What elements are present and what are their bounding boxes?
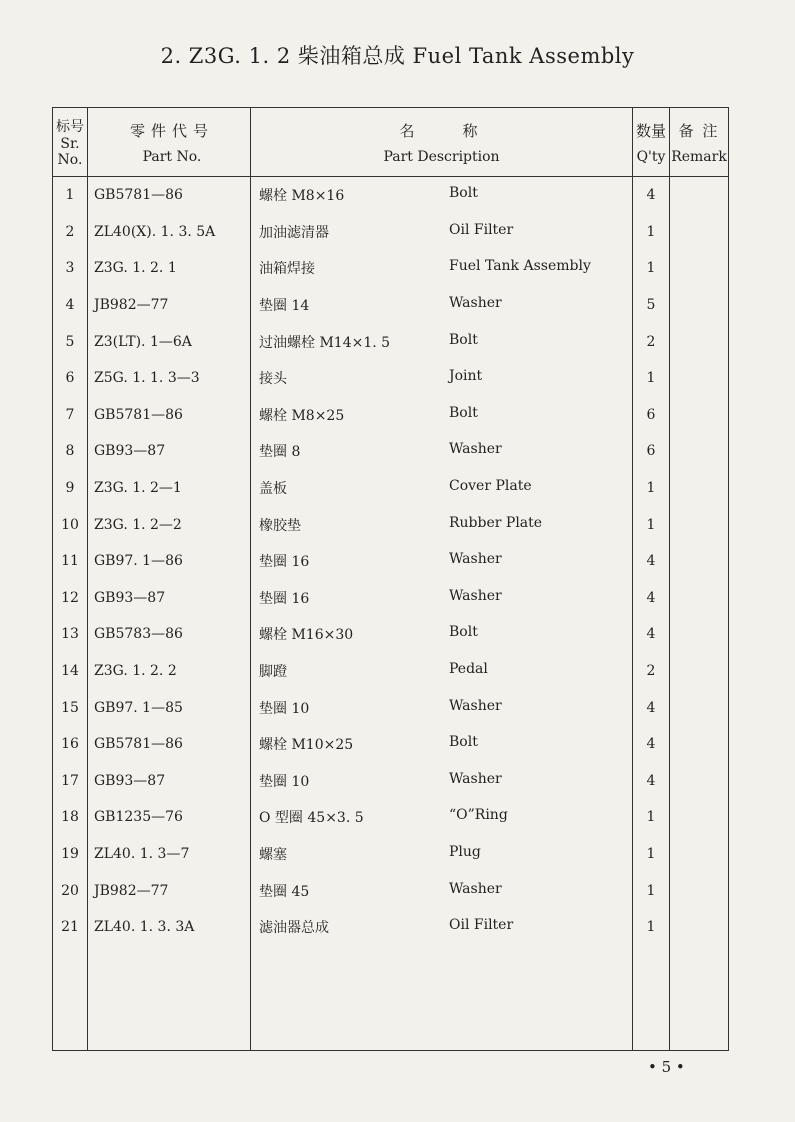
cell-description xyxy=(251,836,633,873)
cell-sr-no: 19 xyxy=(53,836,88,873)
cell-description-en: Washer xyxy=(449,770,502,787)
cell-sr-no: 6 xyxy=(53,360,88,397)
header-sr-no-en: Sr. No. xyxy=(57,136,83,168)
cell-description-en: Bolt xyxy=(449,185,478,202)
cell-description xyxy=(251,323,633,360)
cell-remark xyxy=(670,470,729,507)
cell-description xyxy=(251,872,633,909)
cell-part-no: Z3G. 1. 2. 1 xyxy=(88,250,251,287)
table-row xyxy=(53,397,729,434)
cell-part-no: Z5G. 1. 1. 3—3 xyxy=(88,360,251,397)
table-row xyxy=(53,506,729,543)
cell-description-cn: 螺栓 M8×25 xyxy=(259,407,345,424)
cell-part-no: GB5781—86 xyxy=(88,177,251,214)
cell-description xyxy=(251,543,633,580)
cell-sr-no: 16 xyxy=(53,726,88,763)
table-row xyxy=(53,836,729,873)
cell-description-cn: O 型圈 45×3. 5 xyxy=(259,810,364,827)
cell-sr-no: 21 xyxy=(53,909,88,946)
cell-description xyxy=(251,250,633,287)
cell-remark xyxy=(670,689,729,726)
cell-sr-no: 11 xyxy=(53,543,88,580)
cell-part-no: Z3G. 1. 2—2 xyxy=(88,506,251,543)
cell-part-no: GB5781—86 xyxy=(88,726,251,763)
cell-description-en: Washer xyxy=(449,551,502,568)
cell-qty: 4 xyxy=(633,543,670,580)
cell-qty: 4 xyxy=(633,616,670,653)
cell-qty: 2 xyxy=(633,323,670,360)
cell-description-cn: 垫圈 14 xyxy=(259,298,310,315)
cell-description-cn: 过油螺栓 M14×1. 5 xyxy=(259,334,391,351)
cell-description-cn: 螺栓 M16×30 xyxy=(259,627,354,644)
cell-description-en: Oil Filter xyxy=(449,917,514,934)
table-row xyxy=(53,177,729,214)
cell-description-en: Pedal xyxy=(449,661,488,678)
cell-remark xyxy=(670,909,729,946)
cell-description xyxy=(251,726,633,763)
cell-part-no: ZL40. 1. 3. 3A xyxy=(88,909,251,946)
cell-part-no: GB93—87 xyxy=(88,433,251,470)
cell-sr-no: 1 xyxy=(53,177,88,214)
table-row xyxy=(53,250,729,287)
cell-sr-no: 10 xyxy=(53,506,88,543)
table-header-row xyxy=(53,108,729,177)
cell-qty: 1 xyxy=(633,909,670,946)
table-body xyxy=(53,177,729,1051)
header-description-en: Part Description xyxy=(383,148,500,165)
cell-description-cn: 滤油器总成 xyxy=(259,920,329,937)
cell-qty: 6 xyxy=(633,397,670,434)
cell-description-en: Bolt xyxy=(449,404,478,421)
cell-sr-no: 5 xyxy=(53,323,88,360)
cell-part-no: GB97. 1—86 xyxy=(88,543,251,580)
cell-description-en: Bolt xyxy=(449,624,478,641)
cell-sr-no: 12 xyxy=(53,580,88,617)
cell-description-en: Washer xyxy=(449,295,502,312)
cell-part-no: Z3G. 1. 2. 2 xyxy=(88,653,251,690)
cell-description-en: Plug xyxy=(449,843,481,860)
cell-description xyxy=(251,214,633,251)
cell-description xyxy=(251,287,633,324)
table-row xyxy=(53,580,729,617)
cell-description-cn: 垫圈 10 xyxy=(259,773,310,790)
cell-sr-no: 3 xyxy=(53,250,88,287)
cell-description-en: Fuel Tank Assembly xyxy=(449,258,591,275)
header-remark-cn: 备 注 xyxy=(678,121,720,140)
cell-part-no: GB5781—86 xyxy=(88,397,251,434)
cell-description-cn: 接头 xyxy=(259,371,287,388)
cell-sr-no: 2 xyxy=(53,214,88,251)
page-title: 2. Z3G. 1. 2 柴油箱总成 Fuel Tank Assembly xyxy=(160,44,635,68)
table-row xyxy=(53,360,729,397)
cell-remark xyxy=(670,214,729,251)
cell-qty: 4 xyxy=(633,689,670,726)
table-row xyxy=(53,543,729,580)
table-row xyxy=(53,726,729,763)
cell-remark xyxy=(670,580,729,617)
cell-remark xyxy=(670,287,729,324)
cell-sr-no: 17 xyxy=(53,763,88,800)
header-sr-no xyxy=(53,108,88,177)
cell-remark xyxy=(670,543,729,580)
cell-description xyxy=(251,799,633,836)
cell-sr-no: 13 xyxy=(53,616,88,653)
header-qty-cn: 数量 xyxy=(635,121,666,140)
cell-description-cn: 垫圈 16 xyxy=(259,554,310,571)
cell-description xyxy=(251,616,633,653)
cell-description-en: Cover Plate xyxy=(449,478,532,495)
table-filler-row xyxy=(53,945,729,1051)
cell-description-cn: 脚蹬 xyxy=(259,664,287,681)
cell-description xyxy=(251,433,633,470)
cell-description xyxy=(251,689,633,726)
cell-description xyxy=(251,397,633,434)
table-row xyxy=(53,689,729,726)
cell-part-no: GB93—87 xyxy=(88,763,251,800)
cell-qty: 1 xyxy=(633,214,670,251)
cell-description-en: Bolt xyxy=(449,734,478,751)
table-row xyxy=(53,214,729,251)
header-description-cn: 名 称 xyxy=(399,121,484,140)
cell-sr-no: 8 xyxy=(53,433,88,470)
parts-table xyxy=(52,107,729,1051)
cell-description-en: Washer xyxy=(449,441,502,458)
cell-remark xyxy=(670,616,729,653)
cell-description xyxy=(251,580,633,617)
cell-description xyxy=(251,470,633,507)
header-remark-en: Remark xyxy=(671,148,727,165)
cell-description-en: “O”Ring xyxy=(449,807,508,824)
cell-part-no: Z3(LT). 1—6A xyxy=(88,323,251,360)
cell-sr-no: 18 xyxy=(53,799,88,836)
cell-remark xyxy=(670,177,729,214)
cell-qty: 1 xyxy=(633,872,670,909)
header-qty xyxy=(633,108,670,177)
cell-remark xyxy=(670,323,729,360)
cell-description-en: Oil Filter xyxy=(449,221,514,238)
cell-sr-no: 20 xyxy=(53,872,88,909)
cell-part-no: GB93—87 xyxy=(88,580,251,617)
cell-description-cn: 螺栓 M10×25 xyxy=(259,737,354,754)
cell-part-no: JB982—77 xyxy=(88,872,251,909)
cell-description-en: Washer xyxy=(449,697,502,714)
cell-part-no: ZL40. 1. 3—7 xyxy=(88,836,251,873)
cell-remark xyxy=(670,872,729,909)
table-row xyxy=(53,287,729,324)
cell-qty: 1 xyxy=(633,250,670,287)
cell-remark xyxy=(670,433,729,470)
table-row xyxy=(53,799,729,836)
cell-remark xyxy=(670,250,729,287)
cell-description-cn: 橡胶垫 xyxy=(259,517,301,534)
cell-description-cn: 盖板 xyxy=(259,481,287,498)
cell-description-cn: 垫圈 16 xyxy=(259,590,310,607)
header-sr-no-cn: 标号 xyxy=(56,119,84,135)
cell-description-en: Washer xyxy=(449,587,502,604)
cell-qty: 4 xyxy=(633,763,670,800)
header-part-no-cn: 零件代号 xyxy=(129,121,214,140)
cell-qty: 6 xyxy=(633,433,670,470)
cell-remark xyxy=(670,397,729,434)
cell-sr-no: 14 xyxy=(53,653,88,690)
cell-description xyxy=(251,360,633,397)
cell-qty: 2 xyxy=(633,653,670,690)
table-row xyxy=(53,763,729,800)
cell-description-cn: 螺栓 M8×16 xyxy=(259,188,345,205)
cell-qty: 4 xyxy=(633,580,670,617)
table-row xyxy=(53,433,729,470)
cell-qty: 1 xyxy=(633,360,670,397)
cell-remark xyxy=(670,653,729,690)
cell-description xyxy=(251,177,633,214)
cell-qty: 1 xyxy=(633,470,670,507)
table-row xyxy=(53,470,729,507)
cell-sr-no: 15 xyxy=(53,689,88,726)
cell-description-en: Bolt xyxy=(449,331,478,348)
table-row xyxy=(53,653,729,690)
cell-part-no: ZL40(X). 1. 3. 5A xyxy=(88,214,251,251)
cell-qty: 1 xyxy=(633,799,670,836)
cell-remark xyxy=(670,726,729,763)
cell-sr-no: 4 xyxy=(53,287,88,324)
cell-description-cn: 垫圈 45 xyxy=(259,883,310,900)
page-number: • 5 • xyxy=(648,1058,685,1076)
cell-qty: 1 xyxy=(633,506,670,543)
cell-sr-no: 9 xyxy=(53,470,88,507)
cell-remark xyxy=(670,360,729,397)
cell-description xyxy=(251,909,633,946)
header-qty-en: Q'ty xyxy=(636,148,666,165)
cell-description-cn: 加油滤清器 xyxy=(259,224,329,241)
cell-description xyxy=(251,763,633,800)
header-remark xyxy=(670,108,729,177)
cell-description-cn: 螺塞 xyxy=(259,846,287,863)
table-row xyxy=(53,323,729,360)
header-description xyxy=(251,108,633,177)
cell-sr-no: 7 xyxy=(53,397,88,434)
cell-description-en: Washer xyxy=(449,880,502,897)
cell-qty: 4 xyxy=(633,726,670,763)
cell-description-cn: 油箱焊接 xyxy=(259,261,315,278)
cell-part-no: GB97. 1—85 xyxy=(88,689,251,726)
cell-description xyxy=(251,653,633,690)
cell-description-en: Rubber Plate xyxy=(449,514,543,531)
cell-remark xyxy=(670,799,729,836)
cell-part-no: JB982—77 xyxy=(88,287,251,324)
cell-remark xyxy=(670,836,729,873)
table-row xyxy=(53,872,729,909)
cell-remark xyxy=(670,763,729,800)
cell-description xyxy=(251,506,633,543)
cell-description-cn: 垫圈 10 xyxy=(259,700,310,717)
header-part-no xyxy=(88,108,251,177)
table-row xyxy=(53,616,729,653)
cell-qty: 1 xyxy=(633,836,670,873)
cell-remark xyxy=(670,506,729,543)
cell-description-cn: 垫圈 8 xyxy=(259,444,301,461)
cell-qty: 4 xyxy=(633,177,670,214)
cell-part-no: Z3G. 1. 2—1 xyxy=(88,470,251,507)
cell-part-no: GB1235—76 xyxy=(88,799,251,836)
header-part-no-en: Part No. xyxy=(142,148,202,165)
cell-qty: 5 xyxy=(633,287,670,324)
table-row xyxy=(53,909,729,946)
cell-description-en: Joint xyxy=(449,368,483,385)
cell-part-no: GB5783—86 xyxy=(88,616,251,653)
